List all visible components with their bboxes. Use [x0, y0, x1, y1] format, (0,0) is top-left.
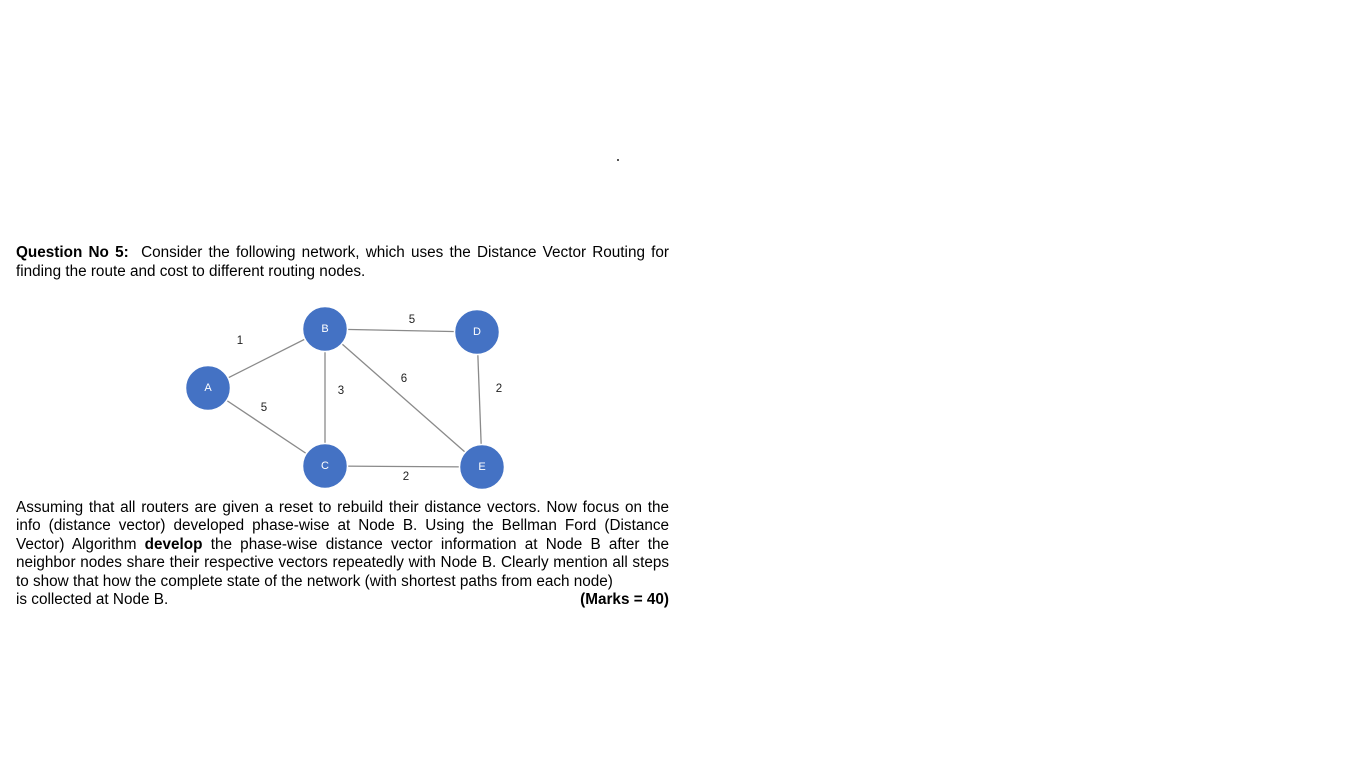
node-label-e: E: [478, 461, 486, 473]
edge-b-e: [325, 329, 482, 467]
node-label-c: C: [321, 460, 329, 472]
nodes-layer: [186, 307, 505, 490]
body-part2: the phase-wise distance vector information at Node B after the neighbor nodes share their respective vectors repeatedly with Node B. Clearly mention all steps to show that how the complete state of the network (with shortest paths from each node): [16, 535, 670, 590]
node-a: [186, 366, 231, 411]
edge-weight-a-b: 1: [236, 335, 244, 347]
body-last-line: is collected at Node B.: [16, 591, 169, 609]
body-part1: Assuming that all routers are given a reset to rebuild their distance vectors. Now focus on the info (distance vector) developed phase-wise at Node B. Using the Bellman Ford (Distance Vector) Algorithm: [16, 499, 669, 553]
node-b: [303, 307, 348, 352]
edge-c-e: [325, 466, 482, 467]
node-e: [460, 445, 505, 490]
edge-weight-b-e: 6: [400, 373, 408, 385]
marks-label: (Marks = 40): [580, 591, 669, 609]
edges-layer: [208, 329, 482, 467]
node-label-a: A: [204, 382, 212, 394]
node-d: [455, 310, 500, 355]
edge-weight-b-d: 5: [408, 314, 416, 326]
question-text: Consider the following network, which uses the Distance Vector Routing for finding the route and cost to different routing nodes.: [16, 244, 670, 280]
node-label-b: B: [321, 323, 329, 335]
node-label-d: D: [473, 326, 481, 338]
question-body: [16, 499, 669, 609]
marks-line: [16, 591, 669, 609]
edge-weight-c-e: 2: [402, 471, 410, 483]
edge-weight-a-c: 5: [260, 402, 268, 414]
edge-weight-d-e: 2: [495, 383, 503, 395]
edge-weight-b-c: 3: [337, 385, 345, 397]
body-bold-word: develop: [144, 535, 203, 553]
node-c: [303, 444, 348, 489]
question-label: Question No 5:: [16, 244, 129, 261]
